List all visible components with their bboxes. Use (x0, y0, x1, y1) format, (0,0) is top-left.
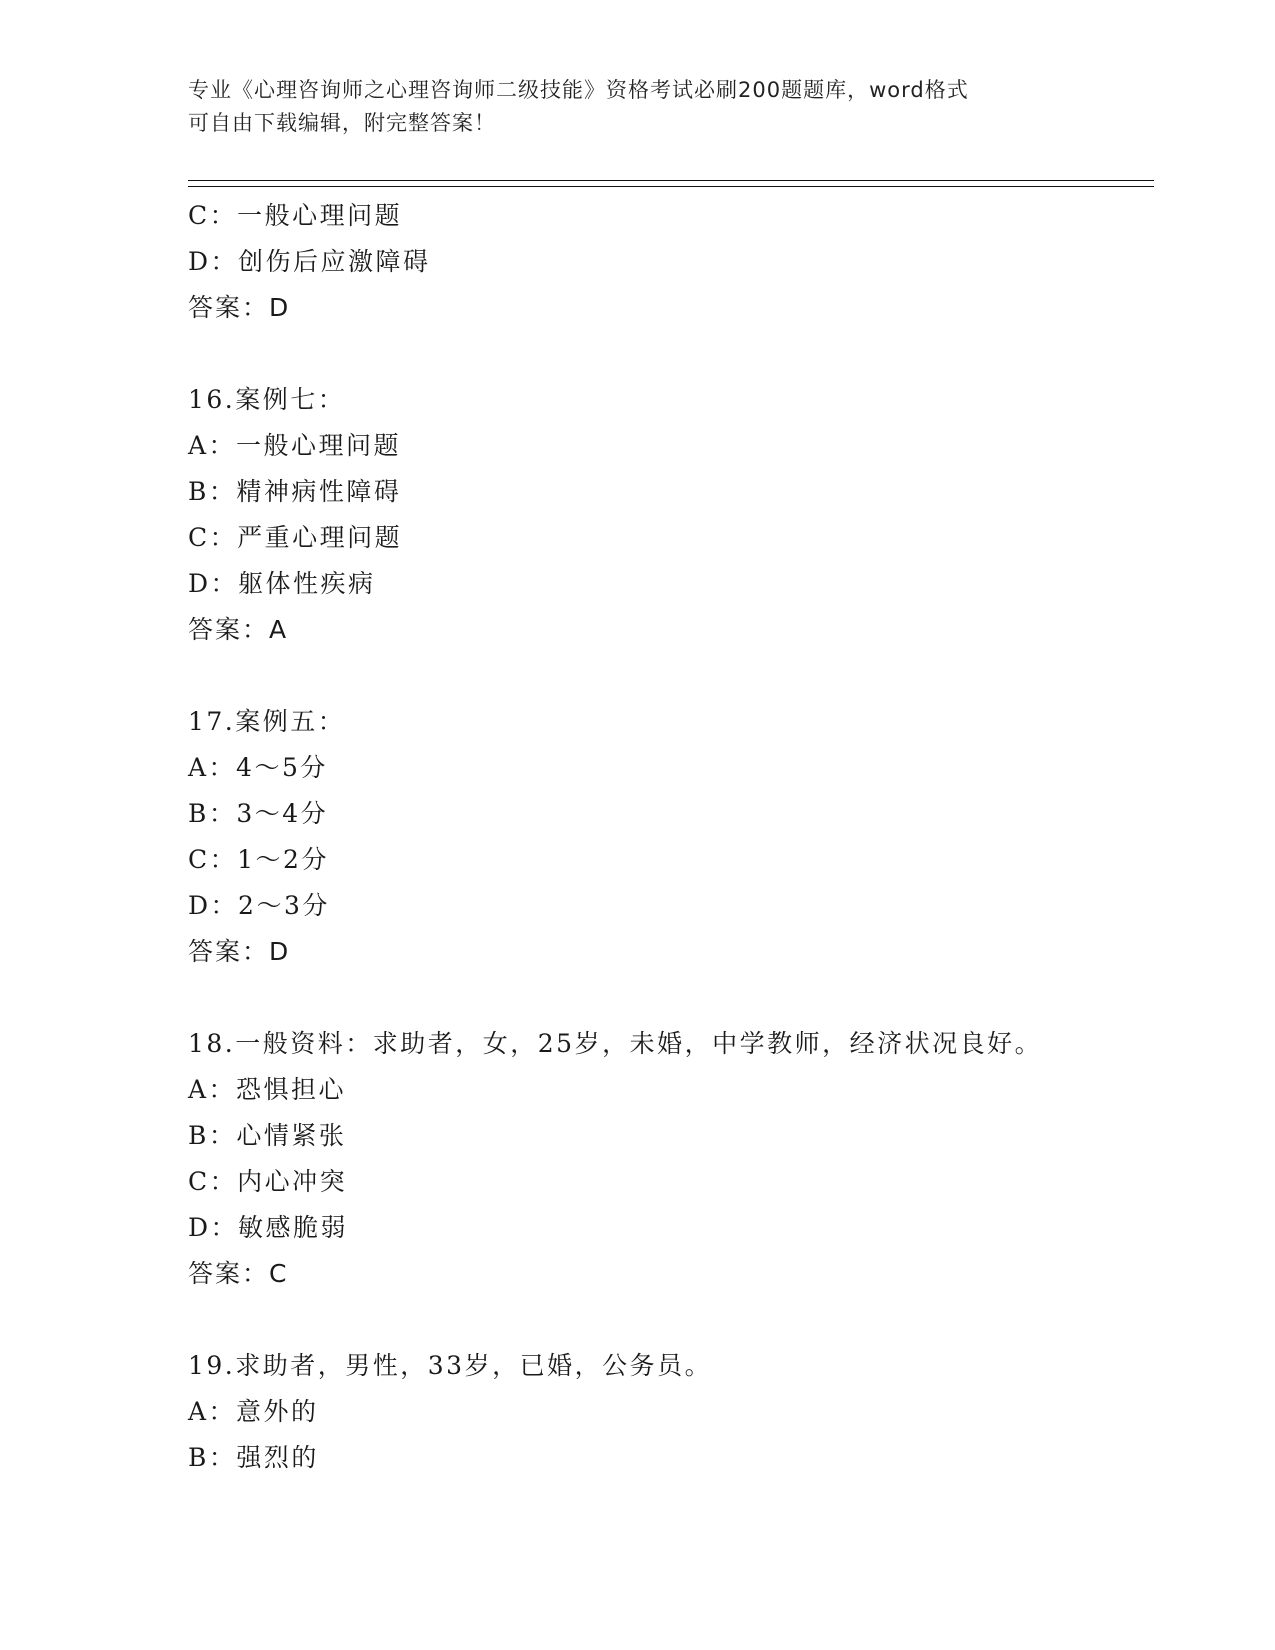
option-b: B：强烈的 (188, 1443, 319, 1472)
option-c: C：严重心理问题 (188, 523, 403, 552)
spacer (188, 975, 1148, 1021)
answer-line: 答案：A (188, 615, 289, 644)
question-list (188, 193, 1148, 1481)
option-c: C：一般心理问题 (188, 201, 403, 230)
question-stem: 16.案例七： (188, 385, 346, 414)
spacer (188, 331, 1148, 377)
header-divider-top (188, 180, 1154, 181)
header-title-line-2: 可自由下载编辑，附完整答案！ (188, 111, 496, 135)
question-19 (188, 1343, 1148, 1481)
option-b: B：精神病性障碍 (188, 477, 402, 506)
question-16 (188, 377, 1148, 653)
answer-line: 答案：C (188, 1259, 289, 1288)
option-b: B：3～4分 (188, 799, 329, 828)
option-b: B：心情紧张 (188, 1121, 347, 1150)
option-c: C：内心冲突 (188, 1167, 348, 1196)
question-continued (188, 193, 1148, 331)
option-d: D：敏感脆弱 (188, 1213, 349, 1242)
option-a: A：意外的 (188, 1397, 319, 1426)
answer-line: 答案：D (188, 293, 291, 322)
option-c: C：1～2分 (188, 845, 329, 874)
question-stem: 19.求助者，男性，33岁，已婚，公务员。 (188, 1351, 713, 1380)
question-stem: 18.一般资料：求助者，女，25岁，未婚，中学教师，经济状况良好。 (188, 1029, 1043, 1058)
question-stem: 17.案例五： (188, 707, 346, 736)
option-d: D：2～3分 (188, 891, 330, 920)
spacer (188, 1297, 1148, 1343)
question-18 (188, 1021, 1148, 1297)
header-title-line-1: 专业《心理咨询师之心理咨询师二级技能》资格考试必刷200题题库，word格式 (188, 78, 969, 102)
answer-line: 答案：D (188, 937, 291, 966)
spacer (188, 653, 1148, 699)
question-17 (188, 699, 1148, 975)
header-divider-bottom (188, 186, 1154, 187)
option-d: D：躯体性疾病 (188, 569, 376, 598)
option-a: A：恐惧担心 (188, 1075, 347, 1104)
option-a: A：4～5分 (188, 753, 328, 782)
option-a: A：一般心理问题 (188, 431, 402, 460)
document-header (188, 74, 1068, 140)
option-d: D：创伤后应激障碍 (188, 247, 431, 276)
